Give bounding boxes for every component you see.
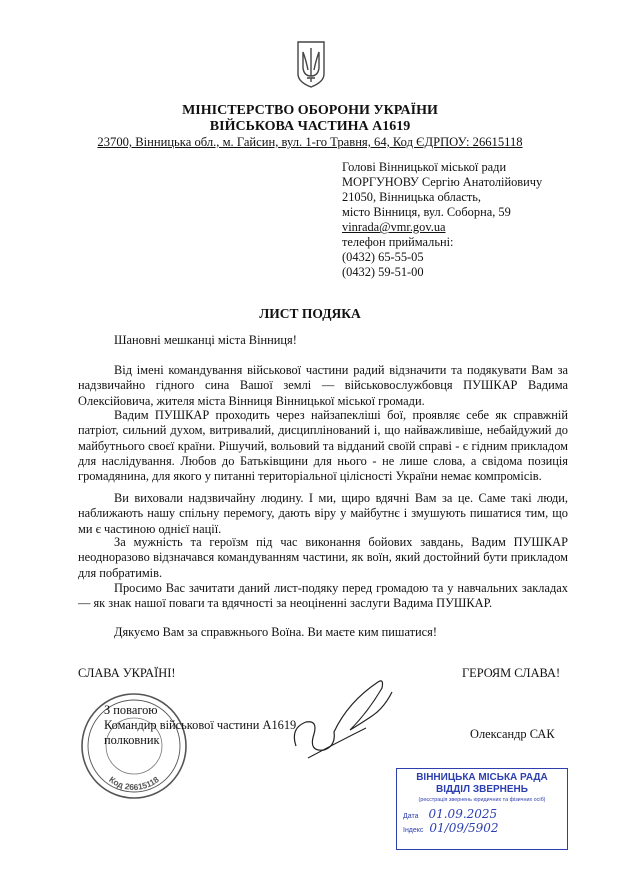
recipient-line: Голові Вінницької міської ради — [342, 160, 507, 174]
recipient-line: МОРГУНОВУ Сергію Анатолійовичу — [342, 175, 543, 189]
letter-paragraph: За мужність та героїзм під час виконання бойових завдань, Вадим ПУШКАР неодноразово відзначався командуванням частини, як воїн, який достойний бути прикладом для побратимів. — [78, 535, 568, 580]
letter-paragraph: Від імені командування військової частини радий відзначити та подякувати Вам за надзвичайно гідного сина Вашої землі — військовослужбовця ПУШКАР Вадима Олексійовича, жителя міста Вінниця Вінницької міської громади. — [78, 363, 568, 408]
letter-title: ЛИСТ ПОДЯКА — [259, 306, 361, 321]
recipient-line: місто Вінниця, вул. Соборна, 59 — [342, 205, 511, 219]
signer-name: Олександр САК — [470, 727, 555, 741]
unit-title: ВІЙСЬКОВА ЧАСТИНА А1619 — [209, 119, 411, 134]
recipient-line: 21050, Вінницька область, — [342, 190, 482, 204]
respect-line: З повагою — [104, 703, 158, 717]
letter-thanks: Дякуємо Вам за справжнього Воїна. Ви маєте ким пишатися! — [114, 625, 438, 639]
stamp-index-value: 01/09/5902 — [429, 821, 499, 835]
stamp-org: ВІННИЦЬКА МІСЬКА РАДА — [416, 772, 548, 783]
recipient-phone: (0432) 65-55-05 — [342, 250, 424, 264]
letter-paragraph: Просимо Вас зачитати даний лист-подяку перед громадою та у навчальних закладах — як знак нашої поваги та вдячності за неоціненні заслуги Вадима ПУШКАР. — [78, 581, 568, 611]
recipient-phone-label: телефон приймальні: — [342, 235, 454, 249]
slogan-right: ГЕРОЯМ СЛАВА! — [462, 666, 561, 680]
slogan-left: СЛАВА УКРАЇНІ! — [78, 666, 176, 680]
ministry-title: МІНІСТЕРСТВО ОБОРОНИ УКРАЇНИ — [182, 103, 438, 118]
coat-of-arms-icon — [296, 40, 326, 88]
letter-paragraph: Ви виховали надзвичайну людину. І ми, щиро вдячні Вам за це. Саме такі люди, наближають нашу спільну перемогу, дають віру у майбутнє і змушують пишатися тим, що ми є частиною однієї нації. — [78, 491, 568, 536]
recipient-phone: (0432) 59-51-00 — [342, 265, 424, 279]
position-line: Командир військової частини А1619 — [104, 718, 297, 732]
unit-address: 23700, Вінницька обл., м. Гайсин, вул. 1-го Травня, 64, Код ЄДРПОУ: 26615118 — [97, 135, 523, 149]
recipient-email-link[interactable]: vinrada@vmr.gov.ua — [342, 220, 446, 234]
rank-line: полковник — [104, 733, 160, 747]
svg-text:Код 26615118 — [107, 774, 161, 792]
stamp-index-label: Індекс — [403, 827, 424, 834]
stamp-dept: ВІДДІЛ ЗВЕРНЕНЬ — [436, 784, 528, 795]
stamp-date-value: 01.09.2025 — [428, 807, 498, 821]
registration-stamp — [396, 768, 568, 850]
letter-greeting: Шановні мешканці міста Вінниця! — [114, 333, 297, 347]
stamp-date-label: Дата — [403, 813, 419, 820]
stamp-note: (реєстрація звернень юридичних та фізичних осіб) — [418, 797, 546, 803]
handwritten-signature — [288, 672, 398, 764]
signature-block — [104, 703, 296, 748]
letter-paragraph: Вадим ПУШКАР проходить через найзапекліші бої, проявляє себе як справжній патріот, сильний духом, витривалий, дисциплінований і, що найважливіше, небайдужий до майбутнього своєї країни. Рішучий, вольовий та відданий своїй справі - є гідним прикладом для наслідування. Любов до Батьківщини для нього - не лише слова, а свідома позиція громадянина, для якого у питанні територіальної цілісності України немає компромісів. — [78, 408, 568, 484]
recipient-block — [342, 160, 542, 280]
seal-code-text: Код 26615118 — [107, 774, 161, 793]
